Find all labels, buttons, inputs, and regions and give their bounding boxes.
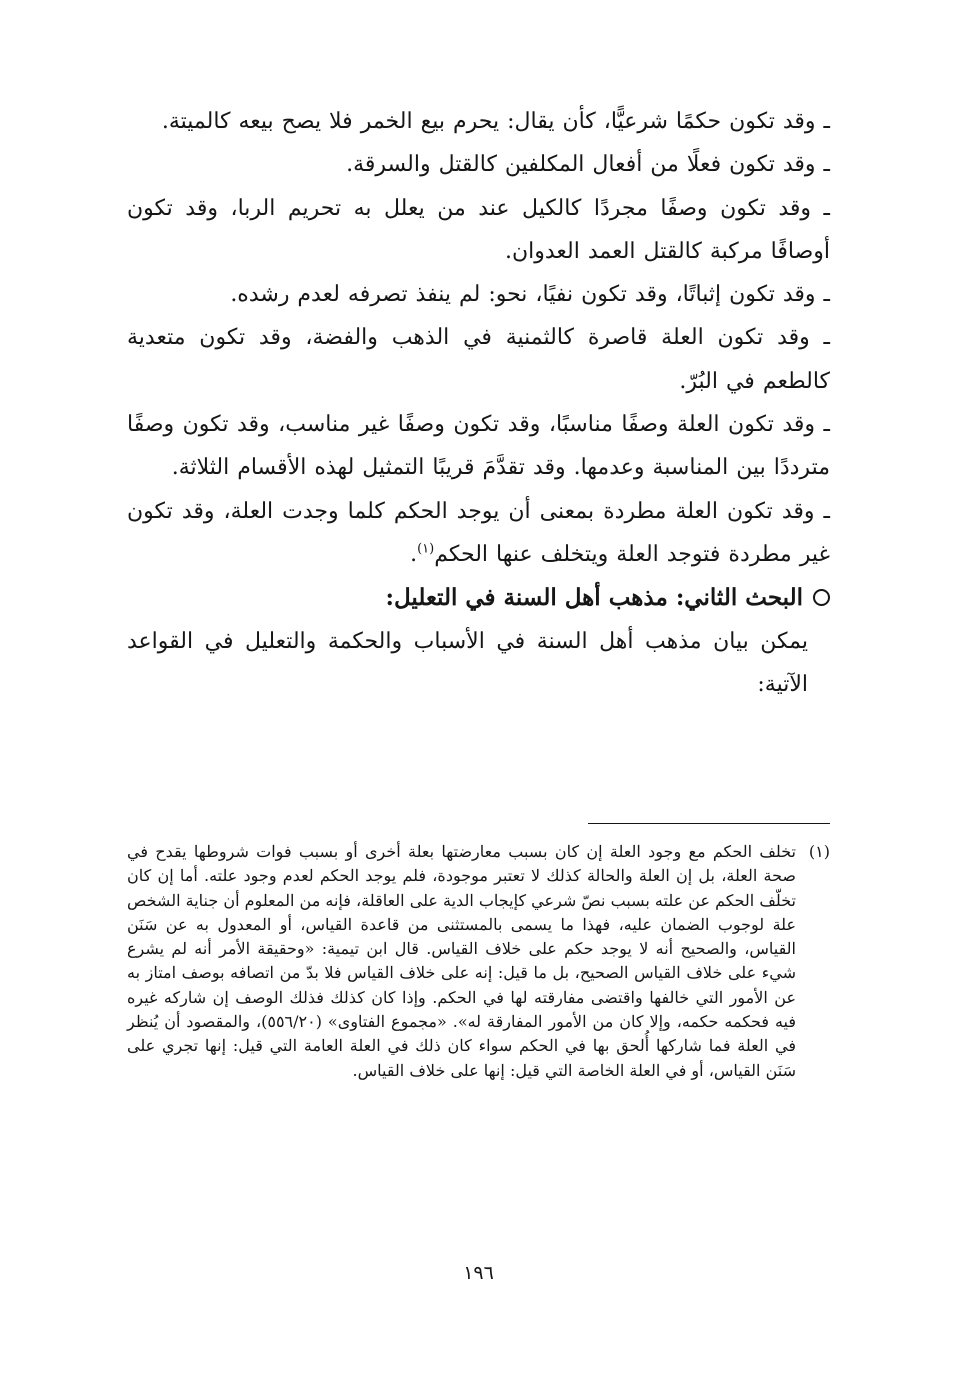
intro-paragraph: يمكن بيان مذهب أهل السنة في الأسباب والحكمة والتعليل في القواعد الآتية: — [127, 628, 808, 697]
footnote-reference: (١) — [417, 541, 435, 557]
paragraph-description: ـ وقد تكون وصفًا مجردًا كالكيل عند من يعلل به تحريم الربا، وقد تكون أوصافًا مركبة كالقتل العمد العدوان. — [127, 195, 830, 264]
page-number: ١٩٦ — [463, 1262, 494, 1284]
paragraph-suitable-cause: ـ وقد تكون العلة وصفًا مناسبًا، وقد تكون وصفًا غير مناسب، وقد تكون وصفًا مترددًا بين المناسبة وعدمها. وقد تقدَّمَ قريبًا التمثيل لهذه الأقسام الثلاثة. — [127, 412, 830, 481]
circle-bullet-icon — [813, 589, 830, 606]
footnote-number: (١) — [808, 842, 830, 861]
footnote-separator — [588, 823, 830, 824]
section-heading-text: البحث الثاني: مذهب أهل السنة في التعليل: — [385, 584, 803, 612]
paragraph-action: ـ وقد تكون فعلًا من أفعال المكلفين كالقتل والسرقة. — [346, 152, 830, 178]
footnote-text: تخلف الحكم مع وجود العلة إن كان بسبب معارضتها بعلة أخرى أو بسبب فوات شروطها يقدح في صحة العلة، بل إن العلة والحالة كذلك لا تعتبر موجودة، فلم يوجد الحكم لعدم وجود علته. أما إن كان تخلّف الحكم عن علته بسبب نصّ شرعي كإيجاب الدية على العاقلة، فإنه من المعلوم أن جناية الشخص علة لوجوب الضمان عليه، فهذا ما يسمى بالمستثنى من قاعدة القياس، أو المعدول به عن سَنَن القياس، والصحيح أنه لا يوجد حكم على خلاف القياس. قال ابن تيمية: «وحقيقة الأمر أنه لم يشرع شيء على خلاف القياس الصحيح، بل ما قيل: إنه على خلاف القياس فلا بدّ من اتصافه بوصف امتاز به عن الأمور التي خالفها واقتضى مفارقته لها في الحكم. وإذا كان كذلك فذلك الوصف إن شاركه غيره فيه فحكمه حكمه، وإلا كان من الأمور المفارقة له». «مجموع الفتاوى» (٥٥٦/٢٠)، والمقصود أن يُنظر في العلة فما شاركها أُلحق بها في الحكم سواء كان ذلك في العلة العامة التي قيل: إنها تجري على سَنَن القياس، أو في العلة الخاصة التي قيل: إنها على خلاف القياس. — [127, 842, 797, 1080]
paragraph-ruling: ـ وقد تكون حكمًا شرعيًّا، كأن يقال: يحرم بيع الخمر فلا يصح بيعه كالميتة. — [161, 109, 830, 134]
footnote — [127, 840, 830, 1083]
paragraph-affirmation: ـ وقد تكون إثباتًا، وقد تكون نفيًا، نحو: لم ينفذ تصرفه لعدم رشده. — [230, 282, 830, 308]
section-heading — [127, 576, 830, 619]
paragraph-consistent-cause-text: ـ وقد تكون العلة مطردة بمعنى أن يوجد الحكم كلما وجدت العلة، وقد تكون غير مطردة فتوجد العلة ويتخلف عنها الحكم — [127, 498, 830, 567]
paragraph-limited-cause: ـ وقد تكون العلة قاصرة كالثمنية في الذهب والفضة، وقد تكون متعدية كالطعم في البُرّ. — [127, 325, 830, 394]
paragraph-end-mark: . — [410, 541, 418, 567]
main-text — [127, 100, 830, 706]
paragraph-consistent-cause — [127, 490, 830, 577]
